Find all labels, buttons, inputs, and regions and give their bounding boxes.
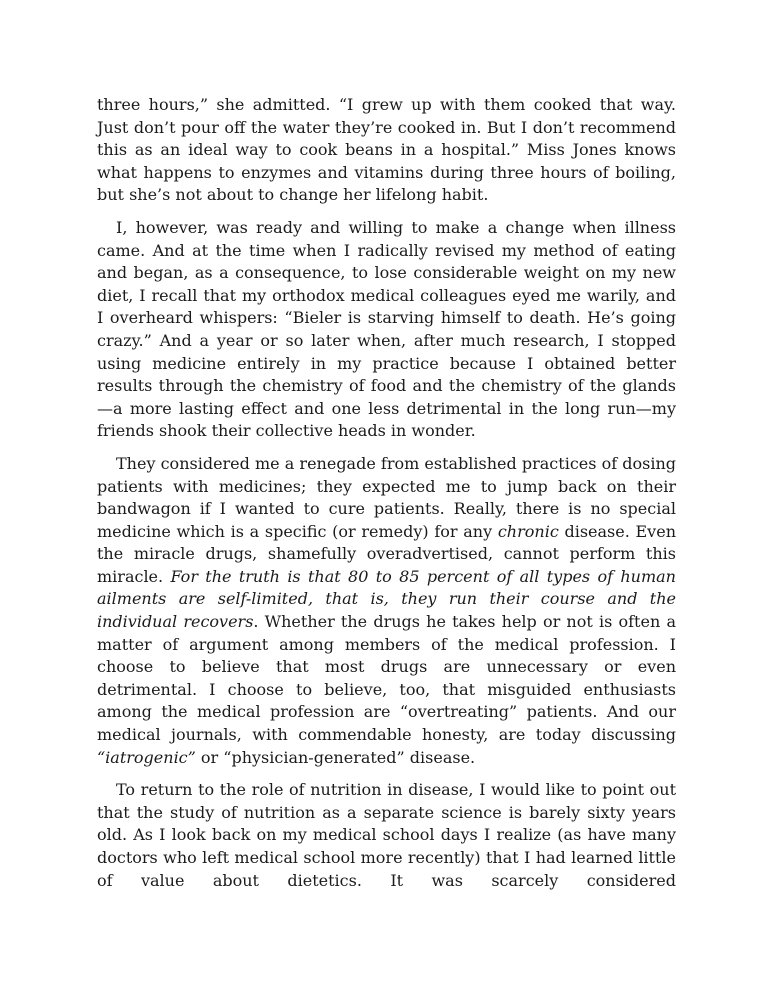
italic-emphasis: chronic: [497, 521, 559, 541]
paragraph-text: They considered me a renegade from established practices of dosing patients with medicines; they expected me to jump back on their bandwagon if I wanted to cure patients. Really, there is no special medicine which is a specific (or remedy) for any: [97, 453, 676, 541]
paragraph-text: three hours,” she admitted. “I grew up with them cooked that way. Just don’t pour off the water they’re cooked in. But I don’t recommend this as an ideal way to cook beans in a hospital.” Miss Jones knows what happens to enzymes and vitamins during three hours of boiling, but she’s not about to change her lifelong habit.: [97, 95, 676, 205]
paragraph-2: [97, 217, 676, 443]
paragraph-text: I, however, was ready and willing to make a change when illness came. And at the time when I radically revised my method of eating and began, as a consequence, to lose considerable weight on my new diet, I recall that my orthodox medical colleagues eyed me warily, and I overheard whispers: “Bieler is starving himself to death. He’s going crazy.” And a year or so later when, after much research, I stopped using medicine entirely in my practice because I obtained better results through the chemistry of food and the chemistry of the glands—a more lasting effect and one less detrimental in the long run—my friends shook their collective heads in wonder.: [97, 217, 676, 441]
paragraph-text: . Whether the drugs he takes help or not is often a matter of argument among members of the medical profession. I choose to believe that most drugs are unnecessary or even detrimental. I choose to believe, too, that misguided enthusiasts among the medical profession are “overtreating” patients. And our medical journals, with commendable honesty, are today discussing: [97, 612, 676, 745]
paragraph-text: To return to the role of nutrition in disease, I would like to point out that the study of nutrition as a separate science is barely sixty years old. As I look back on my medical school days I realize (as have many doctors who left medical school more recently) that I had learned little of value about dietetics. It was scarcely considered: [97, 780, 676, 890]
paragraph-text: disease. Even the miracle drugs, shamefully overadvertised, cannot perform this miracle.: [97, 521, 676, 586]
paragraph-4: [97, 779, 676, 892]
paragraph-text: or “physician-generated” disease.: [195, 747, 476, 767]
paragraph-1: [97, 94, 676, 207]
paragraph-3: [97, 453, 676, 769]
italic-emphasis: “iatrogenic”: [97, 747, 196, 767]
book-page-body: [97, 94, 676, 902]
italic-emphasis: For the truth is that 80 to 85 percent of all types of human ailments are self-limited, that is, they run their course and the individual recovers: [97, 566, 676, 632]
